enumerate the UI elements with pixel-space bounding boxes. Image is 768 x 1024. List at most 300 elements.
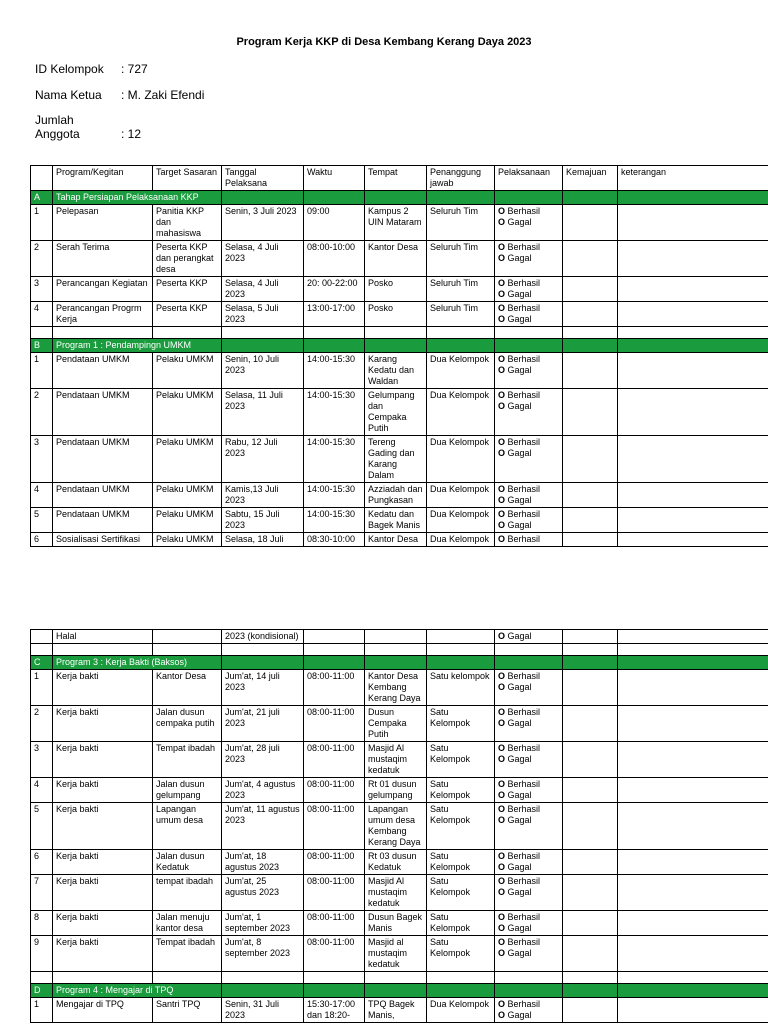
status-label: Berhasil xyxy=(507,743,541,753)
cell-kemajuan xyxy=(563,241,618,277)
table-row xyxy=(31,483,768,508)
status-option xyxy=(498,999,559,1010)
status-circle-icon: O xyxy=(498,887,506,897)
cell-pj: Dua Kelompok xyxy=(427,389,495,436)
cell-waktu: 08:00-11:00 xyxy=(304,670,365,706)
status-option xyxy=(498,484,559,495)
status-option xyxy=(498,754,559,765)
section-cell xyxy=(427,191,495,205)
status-cell xyxy=(495,742,563,778)
status-circle-icon: O xyxy=(498,682,506,692)
cell-waktu: 14:00-15:30 xyxy=(304,353,365,389)
page-title: Program Kerja KKP di Desa Kembang Kerang Daya 2023 xyxy=(236,36,532,48)
cell-waktu: 08:00-11:00 xyxy=(304,742,365,778)
status-cell xyxy=(495,911,563,936)
status-circle-icon: O xyxy=(498,495,506,505)
blank-cell xyxy=(563,644,618,656)
section-row xyxy=(31,339,768,353)
cell-tempat: Masjid Al mustaqim kedatuk xyxy=(365,875,427,911)
cell-no xyxy=(31,630,53,644)
cell-waktu xyxy=(304,630,365,644)
cell-kemajuan xyxy=(563,803,618,850)
cell-target: Pelaku UMKM xyxy=(153,389,222,436)
cell-target: Pelaku UMKM xyxy=(153,436,222,483)
status-option xyxy=(498,671,559,682)
table-row xyxy=(31,670,768,706)
status-label: Gagal xyxy=(507,718,532,728)
cell-keterangan xyxy=(618,277,768,302)
cell-no: 3 xyxy=(31,742,53,778)
cell-tempat: Kedatu dan Bagek Manis xyxy=(365,508,427,533)
table-row xyxy=(31,875,768,911)
cell-pj: Dua Kelompok xyxy=(427,436,495,483)
status-cell xyxy=(495,533,563,547)
blank-cell xyxy=(618,327,768,339)
cell-keterangan xyxy=(618,911,768,936)
cell-no: 8 xyxy=(31,911,53,936)
status-circle-icon: O xyxy=(498,743,506,753)
status-circle-icon: O xyxy=(498,876,506,886)
table-row xyxy=(31,778,768,803)
blank-cell xyxy=(365,972,427,984)
status-cell xyxy=(495,353,563,389)
header-cell: Target Sasaran xyxy=(153,166,222,191)
header-cell xyxy=(31,166,53,191)
table-row xyxy=(31,389,768,436)
status-label: Gagal xyxy=(507,682,532,692)
status-circle-icon: O xyxy=(498,851,506,861)
section-cell xyxy=(222,656,304,670)
info-label: Nama Ketua xyxy=(35,88,102,102)
cell-pj: Satu Kelompok xyxy=(427,850,495,875)
cell-kemajuan xyxy=(563,911,618,936)
header-cell: Program/Kegitan xyxy=(53,166,153,191)
cell-target: Peserta KKP xyxy=(153,302,222,327)
section-cell xyxy=(618,984,768,998)
cell-tempat: Masjid Al mustaqim kedatuk xyxy=(365,742,427,778)
status-option xyxy=(498,631,559,642)
cell-keterangan xyxy=(618,353,768,389)
status-label: Gagal xyxy=(507,790,532,800)
cell-waktu: 08:00-11:00 xyxy=(304,875,365,911)
info-value: : M. Zaki Efendi xyxy=(121,88,205,102)
status-option xyxy=(498,206,559,217)
cell-tempat: Lapangan umum desa Kembang Kerang Daya xyxy=(365,803,427,850)
cell-program: Serah Terima xyxy=(53,241,153,277)
cell-tempat: TPQ Bagek Manis, xyxy=(365,998,427,1023)
cell-program: Halal xyxy=(53,630,153,644)
cell-no: 9 xyxy=(31,936,53,972)
status-cell xyxy=(495,778,563,803)
cell-tanggal: Jum'at, 25 agustus 2023 xyxy=(222,875,304,911)
cell-program: Pelepasan xyxy=(53,205,153,241)
status-option xyxy=(498,804,559,815)
cell-program: Kerja bakti xyxy=(53,742,153,778)
status-circle-icon: O xyxy=(498,804,506,814)
section-code: C xyxy=(31,656,53,670)
status-label: Berhasil xyxy=(507,206,541,216)
status-label: Berhasil xyxy=(507,534,541,544)
cell-tempat: Rt 01 dusun gelumpang xyxy=(365,778,427,803)
status-label: Berhasil xyxy=(507,999,541,1009)
status-circle-icon: O xyxy=(498,242,506,252)
cell-pj: Satu Kelompok xyxy=(427,742,495,778)
info-label: ID Kelompok xyxy=(35,62,104,76)
section-title: Program 1 : Pendampingn UMKM xyxy=(53,339,222,353)
section-cell xyxy=(563,339,618,353)
status-label: Gagal xyxy=(507,448,532,458)
cell-tempat: Posko xyxy=(365,302,427,327)
table-row xyxy=(31,277,768,302)
table-row xyxy=(31,630,768,644)
cell-pj: Satu kelompok xyxy=(427,670,495,706)
cell-pj: Dua Kelompok xyxy=(427,483,495,508)
cell-tempat xyxy=(365,630,427,644)
cell-tempat: Kantor Desa xyxy=(365,533,427,547)
status-option xyxy=(498,217,559,228)
status-circle-icon: O xyxy=(498,365,506,375)
cell-tempat: Kampus 2 UIN Mataram xyxy=(365,205,427,241)
status-cell xyxy=(495,205,563,241)
status-cell xyxy=(495,850,563,875)
status-cell xyxy=(495,630,563,644)
status-option xyxy=(498,707,559,718)
status-option xyxy=(498,790,559,801)
cell-waktu: 14:00-15:30 xyxy=(304,508,365,533)
status-label: Gagal xyxy=(507,631,532,641)
section-cell xyxy=(222,984,304,998)
status-option xyxy=(498,437,559,448)
section-cell xyxy=(365,339,427,353)
status-label: Gagal xyxy=(507,495,532,505)
status-label: Berhasil xyxy=(507,437,541,447)
status-cell xyxy=(495,436,563,483)
cell-keterangan xyxy=(618,630,768,644)
status-option xyxy=(498,390,559,401)
cell-target: Lapangan umum desa xyxy=(153,803,222,850)
status-option xyxy=(498,495,559,506)
section-row xyxy=(31,984,768,998)
cell-tanggal: Selasa, 4 Juli 2023 xyxy=(222,241,304,277)
blank-cell xyxy=(31,644,53,656)
status-cell xyxy=(495,302,563,327)
blank-cell xyxy=(222,972,304,984)
cell-waktu: 08:00-11:00 xyxy=(304,936,365,972)
cell-tanggal: Jum'at, 14 juli 2023 xyxy=(222,670,304,706)
blank-cell xyxy=(304,644,365,656)
cell-program: Pendataan UMKM xyxy=(53,483,153,508)
cell-target: Santri TPQ xyxy=(153,998,222,1023)
cell-tempat: Rt 03 dusun Kedatuk xyxy=(365,850,427,875)
table-row xyxy=(31,533,768,547)
status-label: Gagal xyxy=(507,887,532,897)
section-cell xyxy=(618,339,768,353)
section-code: A xyxy=(31,191,53,205)
cell-program: Kerja bakti xyxy=(53,778,153,803)
blank-cell xyxy=(427,972,495,984)
section-title: Program 3 : Kerja Bakti (Baksos) xyxy=(53,656,222,670)
cell-no: 3 xyxy=(31,436,53,483)
cell-waktu: 08:00-11:00 xyxy=(304,911,365,936)
status-circle-icon: O xyxy=(498,912,506,922)
status-cell xyxy=(495,936,563,972)
table-row xyxy=(31,706,768,742)
cell-keterangan xyxy=(618,670,768,706)
status-label: Gagal xyxy=(507,520,532,530)
cell-keterangan xyxy=(618,302,768,327)
cell-waktu: 08:00-11:00 xyxy=(304,803,365,850)
cell-no: 1 xyxy=(31,205,53,241)
header-cell: Penanggung jawab xyxy=(427,166,495,191)
cell-keterangan xyxy=(618,241,768,277)
blank-cell xyxy=(222,327,304,339)
status-label: Gagal xyxy=(507,923,532,933)
cell-pj: Dua Kelompok xyxy=(427,508,495,533)
status-circle-icon: O xyxy=(498,923,506,933)
header-cell: Pelaksanaan xyxy=(495,166,563,191)
status-circle-icon: O xyxy=(498,815,506,825)
cell-tempat: Gelumpang dan Cempaka Putih xyxy=(365,389,427,436)
cell-keterangan xyxy=(618,436,768,483)
cell-kemajuan xyxy=(563,353,618,389)
section-cell xyxy=(427,656,495,670)
cell-kemajuan xyxy=(563,533,618,547)
status-label: Gagal xyxy=(507,815,532,825)
cell-program: Kerja bakti xyxy=(53,706,153,742)
section-cell xyxy=(563,191,618,205)
table-row xyxy=(31,936,768,972)
cell-waktu: 14:00-15:30 xyxy=(304,389,365,436)
status-option xyxy=(498,401,559,412)
status-label: Gagal xyxy=(507,365,532,375)
blank-cell xyxy=(563,327,618,339)
status-cell xyxy=(495,803,563,850)
cell-waktu: 08:00-11:00 xyxy=(304,706,365,742)
status-option xyxy=(498,718,559,729)
cell-waktu: 08:00-11:00 xyxy=(304,778,365,803)
program-table-page-1 xyxy=(30,165,768,547)
status-label: Berhasil xyxy=(507,390,541,400)
status-option xyxy=(498,509,559,520)
status-cell xyxy=(495,241,563,277)
header-cell: Kemajuan xyxy=(563,166,618,191)
status-circle-icon: O xyxy=(498,631,506,641)
status-circle-icon: O xyxy=(498,754,506,764)
section-cell xyxy=(365,656,427,670)
section-cell xyxy=(304,191,365,205)
cell-tanggal: Jum'at, 11 agustus 2023 xyxy=(222,803,304,850)
status-option xyxy=(498,253,559,264)
blank-row xyxy=(31,327,768,339)
cell-keterangan xyxy=(618,850,768,875)
blank-cell xyxy=(53,327,153,339)
cell-waktu: 08:30-10:00 xyxy=(304,533,365,547)
status-option xyxy=(498,354,559,365)
status-cell xyxy=(495,483,563,508)
status-circle-icon: O xyxy=(498,354,506,364)
cell-program: Kerja bakti xyxy=(53,670,153,706)
table-row xyxy=(31,241,768,277)
cell-keterangan xyxy=(618,533,768,547)
status-label: Berhasil xyxy=(507,937,541,947)
cell-keterangan xyxy=(618,778,768,803)
status-option xyxy=(498,743,559,754)
status-circle-icon: O xyxy=(498,509,506,519)
cell-waktu: 09:00 xyxy=(304,205,365,241)
cell-pj: Satu Kelompok xyxy=(427,936,495,972)
cell-target: Pelaku UMKM xyxy=(153,508,222,533)
cell-tanggal: Jum'at, 4 agustus 2023 xyxy=(222,778,304,803)
status-label: Berhasil xyxy=(507,804,541,814)
status-label: Berhasil xyxy=(507,484,541,494)
status-option xyxy=(498,779,559,790)
blank-cell xyxy=(304,327,365,339)
cell-kemajuan xyxy=(563,205,618,241)
cell-kemajuan xyxy=(563,630,618,644)
status-option xyxy=(498,278,559,289)
table-row xyxy=(31,850,768,875)
status-circle-icon: O xyxy=(498,484,506,494)
cell-no: 3 xyxy=(31,277,53,302)
cell-tempat: Masjid al mustaqim kedatuk xyxy=(365,936,427,972)
status-option xyxy=(498,1010,559,1021)
status-label: Gagal xyxy=(507,314,532,324)
status-circle-icon: O xyxy=(498,437,506,447)
cell-tanggal: Jum'at, 1 september 2023 xyxy=(222,911,304,936)
cell-no: 2 xyxy=(31,389,53,436)
cell-pj: Seluruh Tim xyxy=(427,302,495,327)
status-circle-icon: O xyxy=(498,278,506,288)
cell-waktu: 14:00-15:30 xyxy=(304,483,365,508)
header-cell: Waktu xyxy=(304,166,365,191)
cell-target xyxy=(153,630,222,644)
status-cell xyxy=(495,706,563,742)
status-option xyxy=(498,912,559,923)
blank-cell xyxy=(153,327,222,339)
cell-kemajuan xyxy=(563,508,618,533)
cell-tanggal: Senin, 31 Juli 2023 xyxy=(222,998,304,1023)
cell-kemajuan xyxy=(563,998,618,1023)
status-label: Berhasil xyxy=(507,779,541,789)
status-circle-icon: O xyxy=(498,862,506,872)
cell-pj: Seluruh Tim xyxy=(427,241,495,277)
cell-tempat: Azziadah dan Pungkasan xyxy=(365,483,427,508)
status-circle-icon: O xyxy=(498,289,506,299)
cell-kemajuan xyxy=(563,302,618,327)
cell-kemajuan xyxy=(563,778,618,803)
blank-row xyxy=(31,972,768,984)
blank-cell xyxy=(53,644,153,656)
cell-keterangan xyxy=(618,508,768,533)
status-label: Gagal xyxy=(507,1010,532,1020)
cell-pj: Satu Kelompok xyxy=(427,778,495,803)
cell-target: tempat ibadah xyxy=(153,875,222,911)
blank-cell xyxy=(563,972,618,984)
cell-tanggal: 2023 (kondisional) xyxy=(222,630,304,644)
blank-cell xyxy=(31,972,53,984)
blank-cell xyxy=(153,644,222,656)
cell-waktu: 13:00-17:00 xyxy=(304,302,365,327)
section-code: D xyxy=(31,984,53,998)
section-cell xyxy=(222,339,304,353)
header-cell: Tempat xyxy=(365,166,427,191)
status-option xyxy=(498,303,559,314)
cell-keterangan xyxy=(618,936,768,972)
status-label: Gagal xyxy=(507,862,532,872)
status-label: Berhasil xyxy=(507,876,541,886)
cell-tanggal: Jum'at, 18 agustus 2023 xyxy=(222,850,304,875)
blank-cell xyxy=(365,644,427,656)
cell-waktu: 20: 00-22:00 xyxy=(304,277,365,302)
header-cell: keterangan xyxy=(618,166,768,191)
table-row xyxy=(31,911,768,936)
cell-tempat: Tereng Gading dan Karang Dalam xyxy=(365,436,427,483)
cell-no: 2 xyxy=(31,241,53,277)
cell-program: Kerja bakti xyxy=(53,850,153,875)
status-option xyxy=(498,851,559,862)
cell-kemajuan xyxy=(563,483,618,508)
blank-cell xyxy=(365,327,427,339)
status-label: Gagal xyxy=(507,217,532,227)
cell-target: Pelaku UMKM xyxy=(153,533,222,547)
cell-keterangan xyxy=(618,803,768,850)
cell-kemajuan xyxy=(563,850,618,875)
cell-kemajuan xyxy=(563,936,618,972)
section-cell xyxy=(365,984,427,998)
status-option xyxy=(498,937,559,948)
blank-cell xyxy=(427,327,495,339)
cell-keterangan xyxy=(618,483,768,508)
cell-target: Tempat ibadah xyxy=(153,936,222,972)
status-circle-icon: O xyxy=(498,448,506,458)
cell-program: Pendataan UMKM xyxy=(53,436,153,483)
cell-waktu: 08:00-11:00 xyxy=(304,850,365,875)
section-cell xyxy=(427,339,495,353)
cell-no: 2 xyxy=(31,706,53,742)
status-option xyxy=(498,948,559,959)
section-cell xyxy=(222,191,304,205)
section-cell xyxy=(495,984,563,998)
status-cell xyxy=(495,277,563,302)
info-value: : 12 xyxy=(121,127,142,141)
cell-tanggal: Senin, 10 Juli 2023 xyxy=(222,353,304,389)
status-label: Gagal xyxy=(507,754,532,764)
status-circle-icon: O xyxy=(498,790,506,800)
status-option xyxy=(498,815,559,826)
blank-cell xyxy=(427,644,495,656)
status-option xyxy=(498,862,559,873)
cell-program: Sosialisasi Sertifikasi xyxy=(53,533,153,547)
status-circle-icon: O xyxy=(498,303,506,313)
cell-tempat: Kantor Desa Kembang Kerang Daya xyxy=(365,670,427,706)
status-label: Berhasil xyxy=(507,278,541,288)
status-label: Berhasil xyxy=(507,671,541,681)
info-jumlah-anggota xyxy=(35,113,141,141)
status-label: Berhasil xyxy=(507,912,541,922)
info-label: Jumlah Anggota xyxy=(35,113,80,141)
blank-cell xyxy=(495,644,563,656)
cell-pj: Seluruh Tim xyxy=(427,205,495,241)
cell-target: Peserta KKP dan perangkat desa xyxy=(153,241,222,277)
cell-program: Kerja bakti xyxy=(53,803,153,850)
status-cell xyxy=(495,389,563,436)
cell-tempat: Posko xyxy=(365,277,427,302)
info-id-kelompok xyxy=(35,62,148,76)
cell-kemajuan xyxy=(563,670,618,706)
status-option xyxy=(498,534,559,545)
cell-tanggal: Jum'at, 28 juli 2023 xyxy=(222,742,304,778)
cell-program: Pendataan UMKM xyxy=(53,389,153,436)
